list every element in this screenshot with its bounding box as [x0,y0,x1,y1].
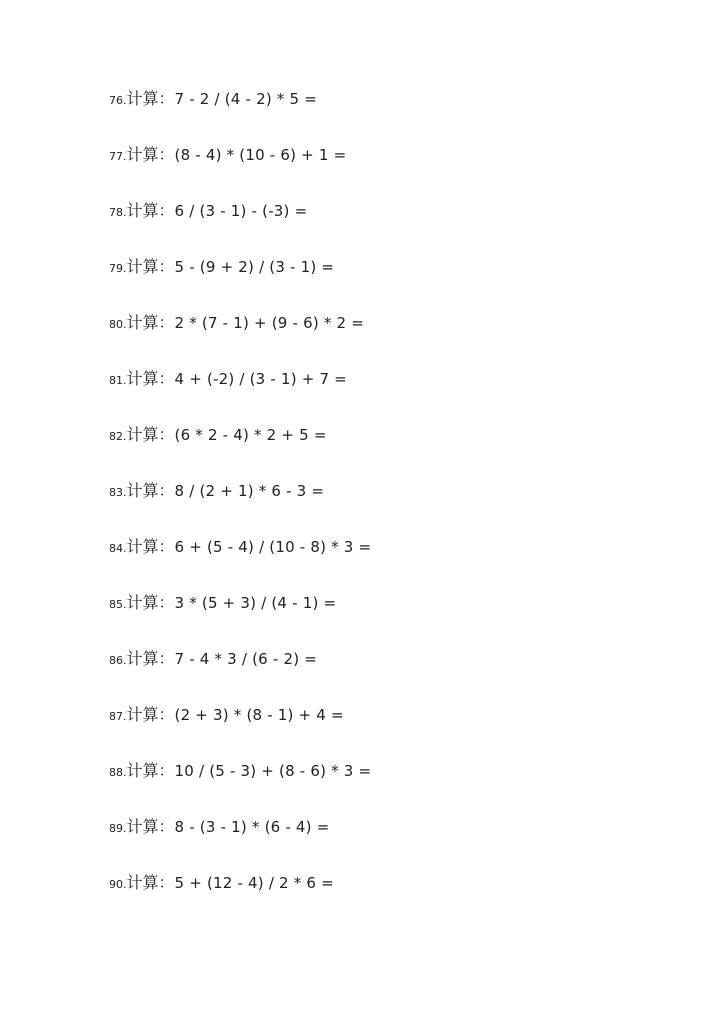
problem-item [109,198,371,254]
problem-label: 计算： [126,313,175,332]
problem-list [109,86,371,926]
problem-expression: 7 - 4 * 3 / (6 - 2) = [174,650,317,668]
problem-expression: 7 - 2 / (4 - 2) * 5 = [174,90,317,108]
problem-item [109,366,371,422]
problem-label: 计算： [126,537,175,556]
problem-item [109,814,371,870]
problem-label: 计算： [126,201,175,220]
problem-label: 计算： [126,89,175,108]
problem-label: 计算： [126,873,175,892]
problem-expression: 5 - (9 + 2) / (3 - 1) = [174,258,335,276]
problem-expression: 6 + (5 - 4) / (10 - 8) * 3 = [174,538,372,556]
problem-number: 90. [109,878,127,891]
problem-item [109,142,371,198]
problem-label: 计算： [126,649,175,668]
problem-number: 86. [109,654,127,667]
problem-label: 计算： [126,257,175,276]
problem-expression: (8 - 4) * (10 - 6) + 1 = [174,146,347,164]
problem-label: 计算： [126,425,175,444]
problem-item [109,758,371,814]
problem-number: 83. [109,486,127,499]
problem-number: 78. [109,206,127,219]
problem-expression: 2 * (7 - 1) + (9 - 6) * 2 = [174,314,364,332]
problem-number: 87. [109,710,127,723]
problem-expression: 8 - (3 - 1) * (6 - 4) = [174,818,330,836]
problem-label: 计算： [126,369,175,388]
problem-label: 计算： [126,761,175,780]
problem-expression: (2 + 3) * (8 - 1) + 4 = [174,706,344,724]
problem-item [109,870,371,926]
problem-label: 计算： [126,593,175,612]
problem-label: 计算： [126,145,175,164]
problem-number: 76. [109,94,127,107]
problem-item [109,422,371,478]
problem-expression: (6 * 2 - 4) * 2 + 5 = [174,426,327,444]
problem-expression: 3 * (5 + 3) / (4 - 1) = [174,594,337,612]
problem-number: 79. [109,262,127,275]
problem-item [109,86,371,142]
problem-label: 计算： [126,481,175,500]
problem-number: 81. [109,374,127,387]
problem-expression: 8 / (2 + 1) * 6 - 3 = [174,482,325,500]
problem-number: 88. [109,766,127,779]
problem-item [109,478,371,534]
problem-number: 84. [109,542,127,555]
problem-number: 82. [109,430,127,443]
problem-expression: 4 + (-2) / (3 - 1) + 7 = [174,370,347,388]
problem-number: 80. [109,318,127,331]
problem-expression: 10 / (5 - 3) + (8 - 6) * 3 = [174,762,372,780]
problem-number: 85. [109,598,127,611]
problem-item [109,254,371,310]
problem-number: 89. [109,822,127,835]
problem-item [109,310,371,366]
problem-label: 计算： [126,705,175,724]
problem-item [109,534,371,590]
problem-label: 计算： [126,817,175,836]
problem-item [109,590,371,646]
problem-expression: 5 + (12 - 4) / 2 * 6 = [174,874,334,892]
problem-number: 77. [109,150,127,163]
problem-item [109,646,371,702]
problem-expression: 6 / (3 - 1) - (-3) = [174,202,308,220]
problem-item [109,702,371,758]
